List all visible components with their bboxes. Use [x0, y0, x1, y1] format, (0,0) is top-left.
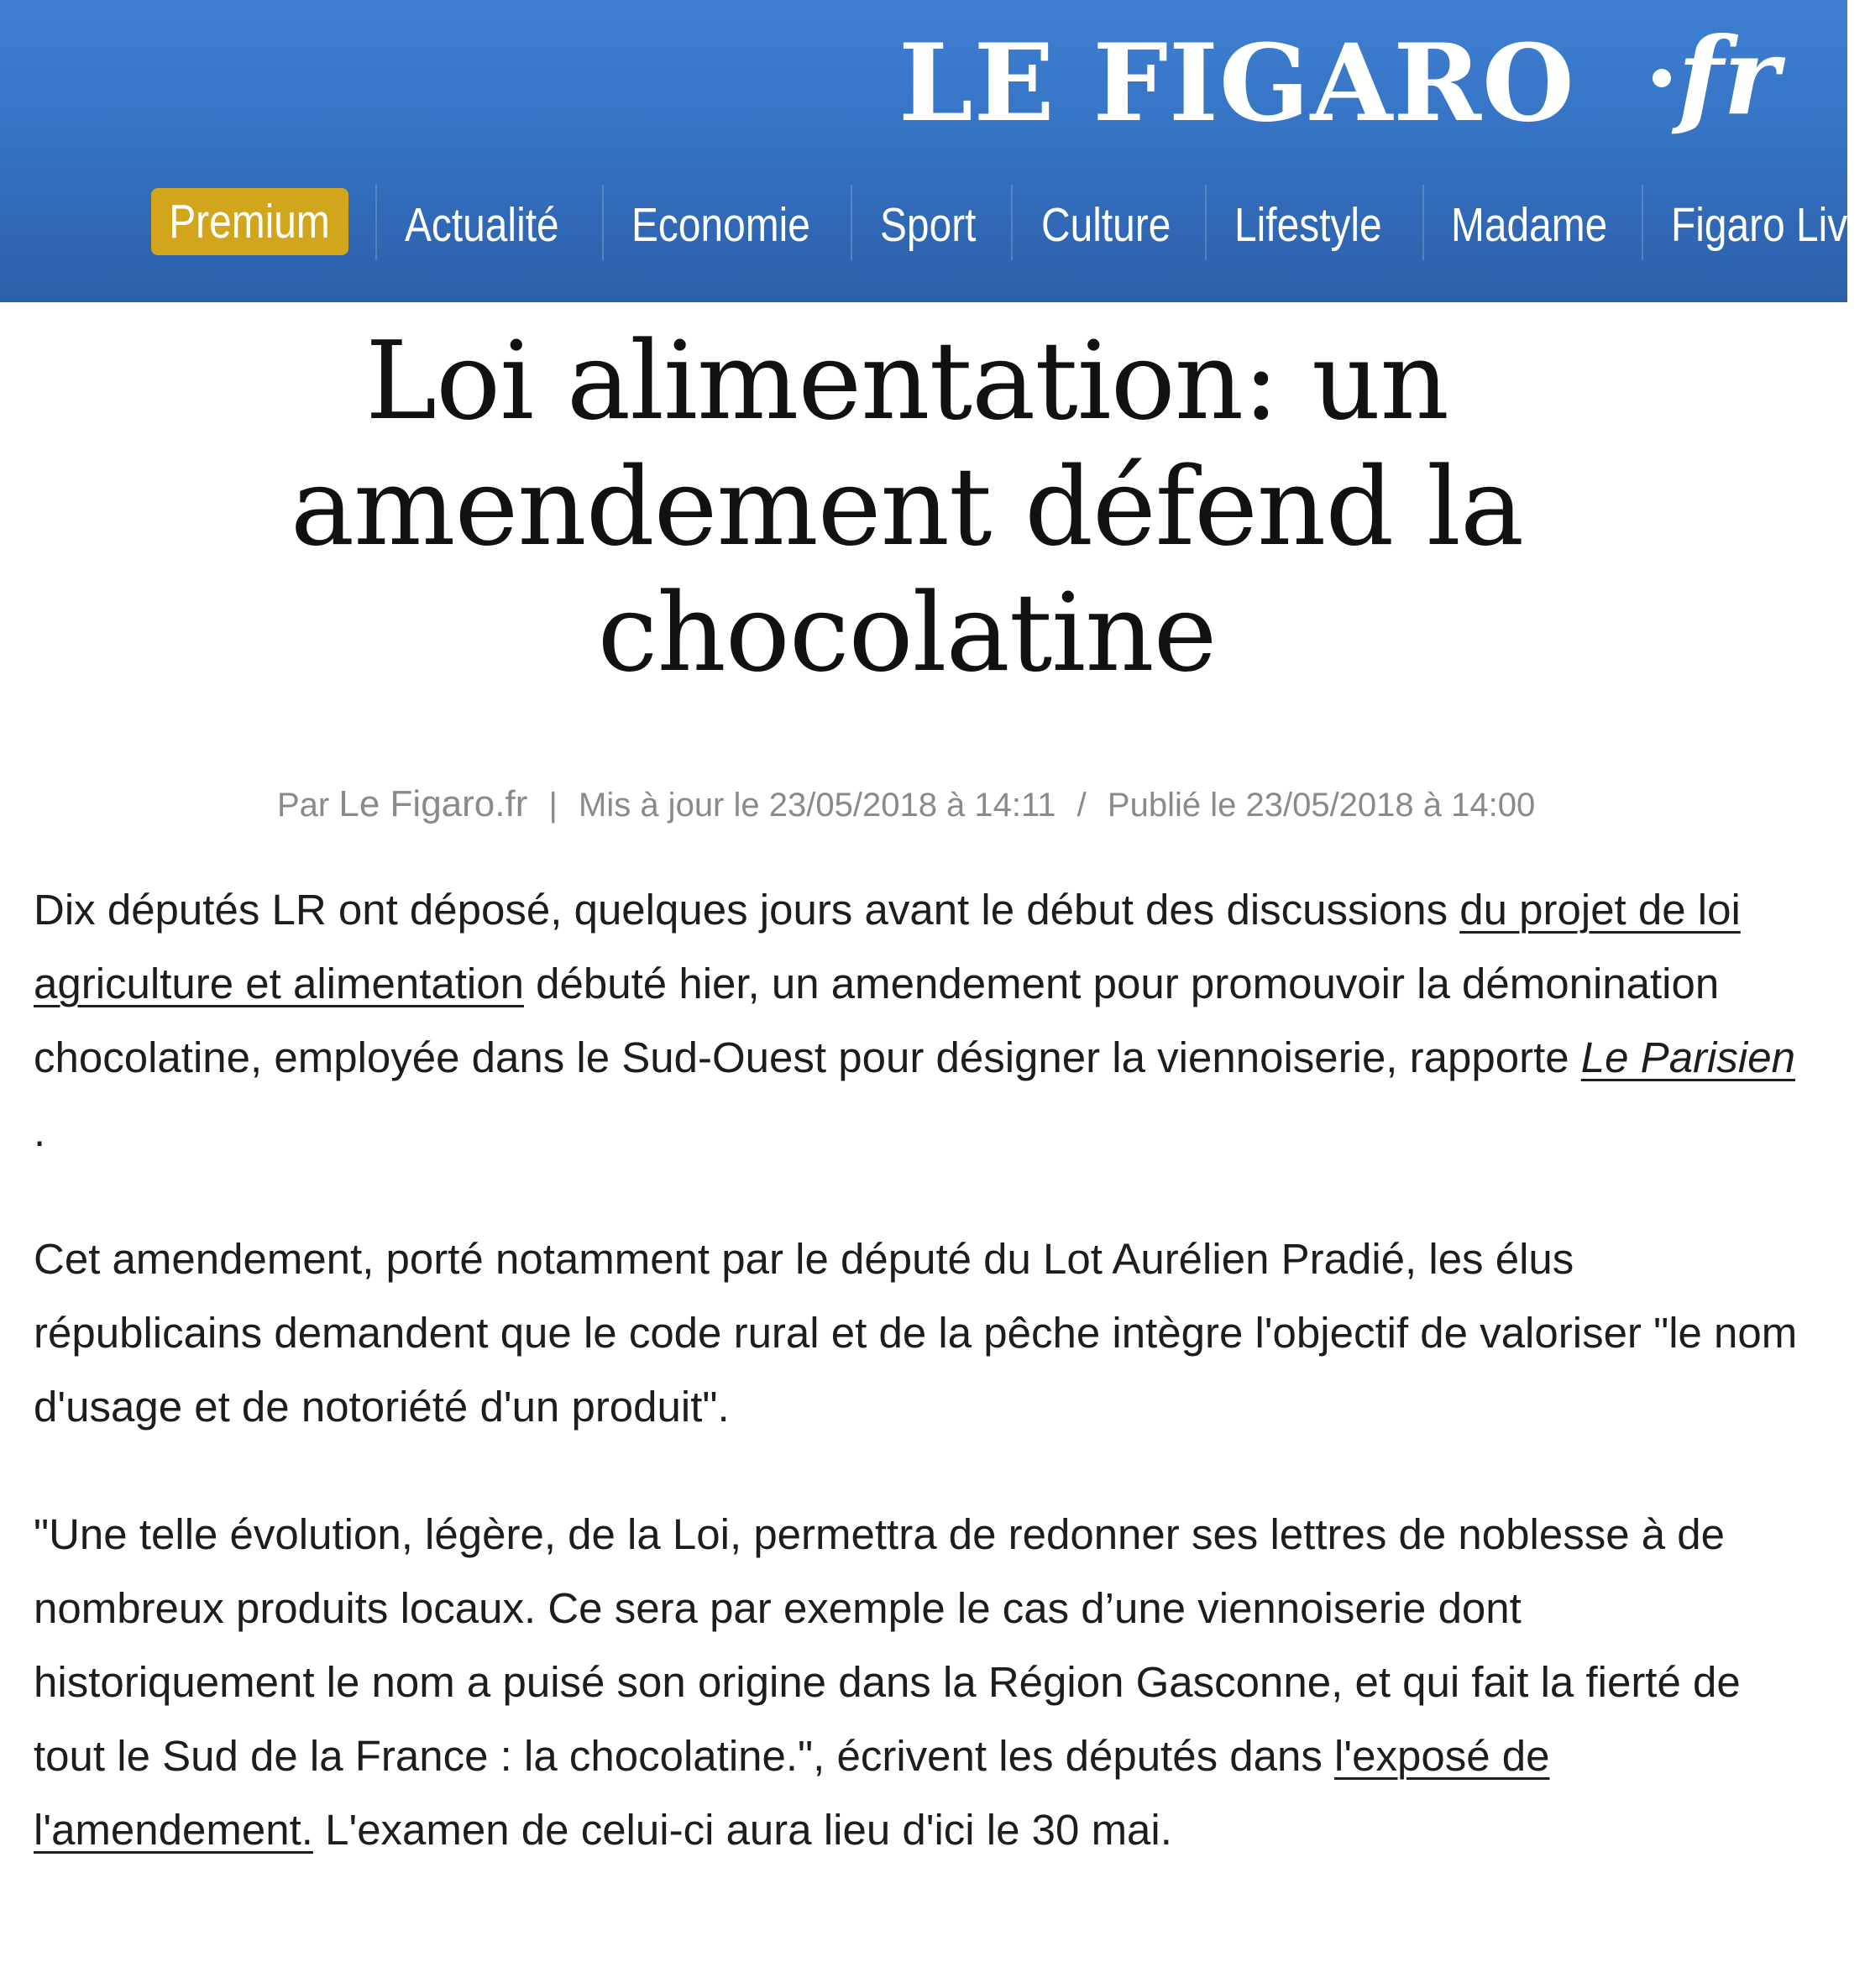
- paragraph-text: "Une telle évolution, légère, de la Loi, permettra de redonner ses lettres de noblesse à de nombreux produits locaux. Ce sera par exemple le cas d’une viennoiserie dont historiquement le nom a puisé son origine dans la Région Gasconne, et qui fait la fierté de tout le Sud de la France : la chocolatine.", écrivent les députés dans: [34, 1510, 1741, 1780]
- nav-divider: [1205, 185, 1207, 260]
- projet-de-loi-link[interactable]: du projet de loi agriculture et alimentation: [34, 886, 1741, 1007]
- logo-dot: [1653, 69, 1671, 87]
- byline-prefix: Par: [277, 787, 330, 824]
- nav-item-actualite[interactable]: Actualité: [405, 198, 559, 252]
- nav-item-culture[interactable]: Culture: [1041, 198, 1171, 252]
- nav-divider: [1642, 185, 1643, 260]
- logo-suffix: fr: [1678, 14, 1779, 139]
- logo-wordmark: LE FIGARO: [898, 21, 1575, 145]
- meta-divider: |: [548, 787, 558, 824]
- nav-item-figaro-live[interactable]: Figaro Live: [1671, 198, 1870, 252]
- nav-divider: [1011, 185, 1013, 260]
- author-link[interactable]: Le Figaro.fr: [338, 783, 528, 824]
- paragraph-2: Cet amendement, porté notamment par le député du Lot Aurélien Pradié, les élus républicains demandent que le code rural et de la pêche intègre l'objectif de valoriser "le nom d'usage et de notoriété d'un produit".: [34, 1235, 1798, 1431]
- main-nav: [0, 185, 1870, 260]
- meta-slash: /: [1076, 787, 1087, 824]
- expose-amendement-link[interactable]: l'exposé de l'amendement.: [34, 1732, 1550, 1854]
- nav-divider: [375, 185, 377, 260]
- paragraph-text: .: [34, 1107, 46, 1155]
- nav-item-lifestyle[interactable]: Lifestyle: [1234, 198, 1382, 252]
- paragraph-text: débuté hier, un amendement pour promouvoir la démonination chocolatine, employée dans le Sud-Ouest pour désigner la viennoiserie, rapporte: [34, 960, 1720, 1081]
- nav-premium-button[interactable]: [151, 188, 348, 255]
- paragraph-text: L'examen de celui-ci aura lieu d'ici le 30 mai.: [312, 1806, 1172, 1854]
- le-parisien-link[interactable]: Le Parisien: [1580, 1033, 1795, 1081]
- nav-item-madame[interactable]: Madame: [1451, 198, 1608, 252]
- nav-item-economie[interactable]: Economie: [631, 198, 810, 252]
- article-title: Loi alimentation: un amendement défend la chocolatine: [290, 319, 1524, 696]
- nav-premium-label: Premium: [169, 195, 331, 248]
- nav-divider: [602, 185, 604, 260]
- article-body: [34, 873, 1805, 1921]
- article-meta: [277, 779, 1587, 829]
- site-logo[interactable]: [898, 14, 1789, 145]
- paragraph-3: [34, 1498, 1805, 1867]
- updated-date: Mis à jour le 23/05/2018 à 14:11: [579, 787, 1056, 824]
- nav-item-sport[interactable]: Sport: [880, 198, 977, 252]
- nav-divider: [851, 185, 852, 260]
- nav-divider: [1422, 185, 1424, 260]
- paragraph-1: [34, 873, 1805, 1169]
- published-date: Publié le 23/05/2018 à 14:00: [1107, 787, 1536, 824]
- site-header: [0, 0, 1870, 302]
- paragraph-text: Dix députés LR ont déposé, quelques jours avant le début des discussions: [34, 886, 1460, 934]
